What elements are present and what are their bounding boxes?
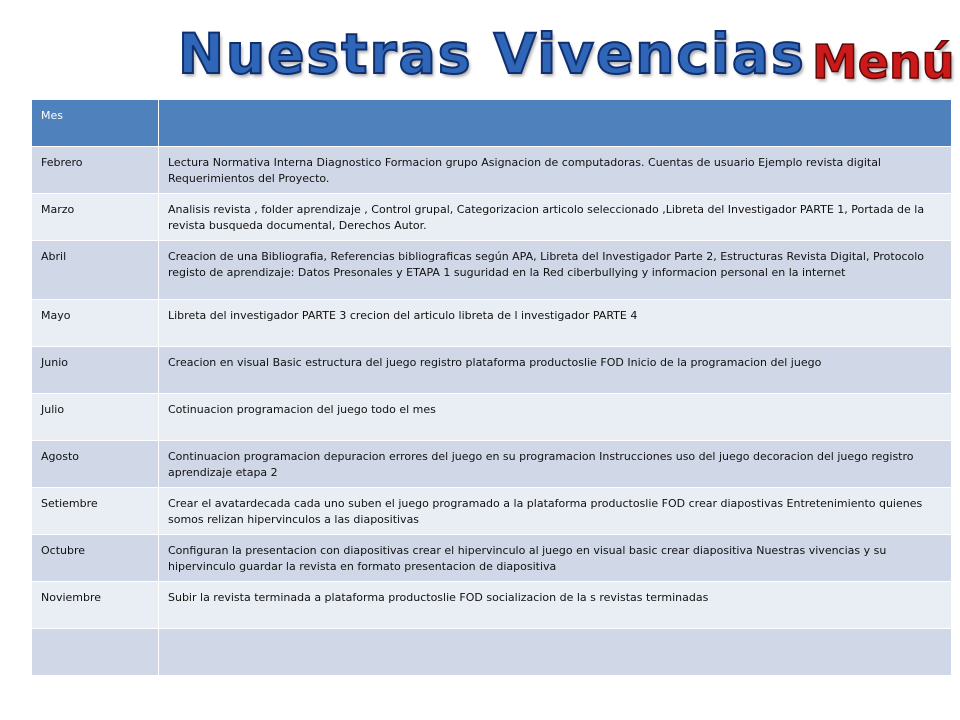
activity-cell: Libreta del investigador PARTE 3 crecion del articulo libreta de l investigador PARTE 4: [159, 300, 952, 347]
table-row: [32, 194, 952, 241]
page-title: Nuestras Vivencias: [178, 22, 806, 86]
activity-cell: Lectura Normativa Interna Diagnostico Formacion grupo Asignacion de computadoras. Cuentas de usuario Ejemplo revista digital Requerimientos del Proyecto.: [159, 147, 952, 194]
month-cell: Julio: [32, 394, 159, 441]
activity-cell: Creacion de una Bibliografia, Referencias bibliograficas según APA, Libreta del Investigador Parte 2, Estructuras Revista Digital, Protocolo registo de aprendizaje: Datos Presonales y ETAPA 1 suguridad en la Red ciberbullying y informacion personal en la internet: [159, 241, 952, 300]
column-header-month: Mes: [32, 100, 159, 147]
activity-cell: Analisis revista , folder aprendizaje , Control grupal, Categorizacion articolo seleccionado ,Libreta del Investigador PARTE 1, Portada de la revista busqueda documental, Derechos Autor.: [159, 194, 952, 241]
month-cell: Marzo: [32, 194, 159, 241]
table-row: [32, 488, 952, 535]
table-row: [32, 300, 952, 347]
schedule-table: [31, 99, 952, 676]
month-cell: Setiembre: [32, 488, 159, 535]
table-row: [32, 347, 952, 394]
activity-cell: Cotinuacion programacion del juego todo el mes: [159, 394, 952, 441]
menu-link[interactable]: Menú: [812, 35, 955, 89]
month-cell: Octubre: [32, 535, 159, 582]
activity-cell: Configuran la presentacion con diapositivas crear el hipervinculo al juego en visual basic crear diapositiva Nuestras vivencias y su hipervinculo guardar la revista en formato presentacion de diapositiva: [159, 535, 952, 582]
table-row: [32, 535, 952, 582]
activity-cell: [159, 629, 952, 676]
activity-cell: Creacion en visual Basic estructura del juego registro plataforma productoslie FOD Inicio de la programacion del juego: [159, 347, 952, 394]
table-row: [32, 441, 952, 488]
month-cell: Abril: [32, 241, 159, 300]
activity-cell: Crear el avatardecada cada uno suben el juego programado a la plataforma productoslie FOD crear diapostivas Entretenimiento quienes somos relizan hipervinculos a las diapositivas: [159, 488, 952, 535]
month-cell: Noviembre: [32, 582, 159, 629]
month-cell: Febrero: [32, 147, 159, 194]
activity-cell: Subir la revista terminada a plataforma productoslie FOD socializacion de la s revistas terminadas: [159, 582, 952, 629]
month-cell: Agosto: [32, 441, 159, 488]
month-cell: Mayo: [32, 300, 159, 347]
table-row: [32, 582, 952, 629]
table-row: [32, 147, 952, 194]
table-header-row: [32, 100, 952, 147]
table-row: [32, 629, 952, 676]
month-cell: [32, 629, 159, 676]
month-cell: Junio: [32, 347, 159, 394]
table-row: [32, 394, 952, 441]
activity-cell: Continuacion programacion depuracion errores del juego en su programacion Instrucciones uso del juego decoracion del juego registro aprendizaje etapa 2: [159, 441, 952, 488]
table-row: [32, 241, 952, 300]
column-header-activities: [159, 100, 952, 147]
